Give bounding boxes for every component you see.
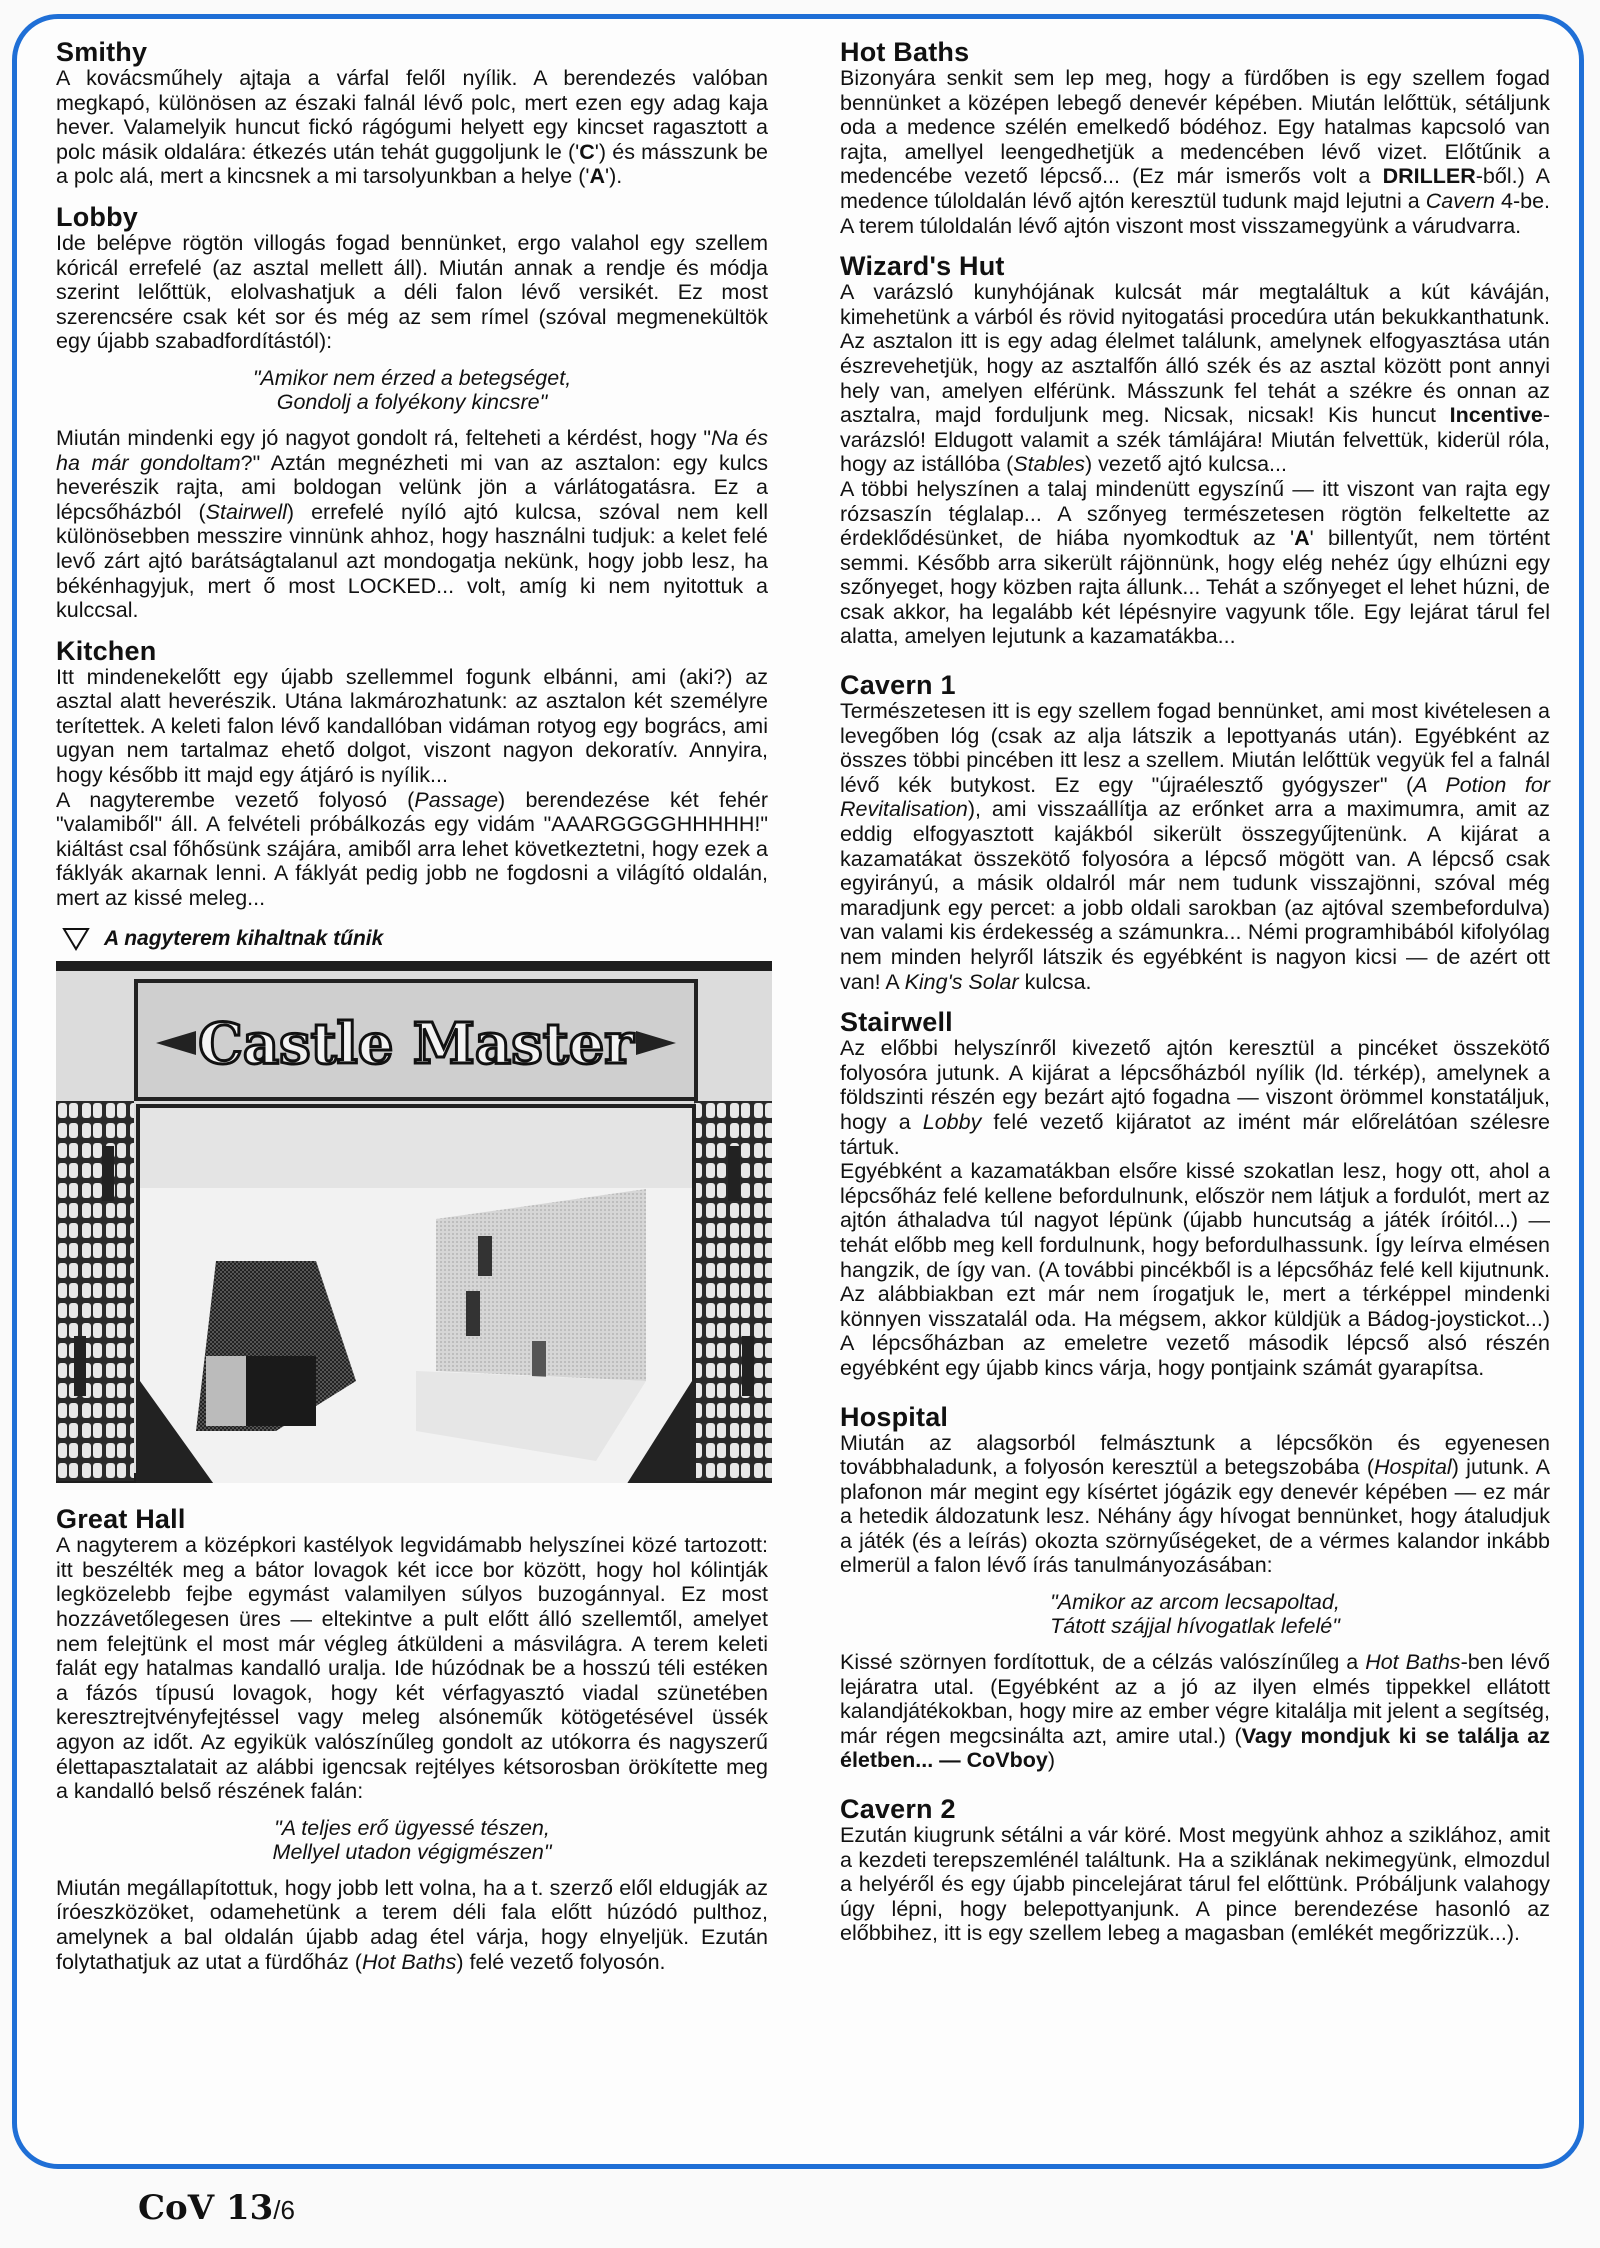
page-number: /6 [273,2195,295,2225]
page-footer [138,2188,295,2228]
section-smithy [56,38,768,189]
section-title: Lobby [56,201,138,232]
section-body: Az előbbi helyszínről kivezető ajtón keresztül a pincéket összekötő folyosóra jutunk. A kijárat a lépcsőházból nyílik (ld. térkép), amelynek a földszinti részén egy bezárt ajtó fogadna — viszont örömmel konstatáljuk, hogy a Lobby felé vezető kijáratot az imént már előrelátóan szélesre tártuk. [840,1036,1550,1159]
section-great-hall [56,1505,768,1974]
section-cavern-1 [840,671,1550,994]
section-body: Bizonyára senkit sem lep meg, hogy a fürdőben is egy szellem fogad bennünket a középen lebegő denevér képében. Miután lelőttük, sétáljunk oda a medence szélén emelkedő bódéhoz. Egy hatalmas kapcsoló van rajta, amellyel leengedhetjük a medencében lévő vizet. Előtűnik a medencébe vezető lépcső... (Ez már ismerős volt a DRILLER-ből.) A medence túloldalán lévő ajtón keresztül tudunk majd lejutni a Cavern 4-be. A terem túloldalán lévő ajtón viszont most visszamegyünk a várudvarra. [840,66,1551,238]
section-title: Kitchen [56,635,157,666]
section-hot-baths [840,38,1550,238]
section-stairwell [840,1008,1550,1380]
section-kitchen [56,637,768,911]
section-body: A többi helyszínen a talaj mindenütt egyszínű — itt viszont van rajta egy rózsaszín téglalap... A szőnyeg természetesen rögtön felkeltette az érdeklődésünket, de hiába nyomkodtuk az 'A' billentyűt, nem történt semmi. Később arra sikerült rájönnünk, hogy elég nehéz úgy elhúzni egy szőnyeget, hogy közben rajta állunk... Tehát a szőnyeget el lehet húzni, de csak akkor, ha legalább két lépésnyire vagyunk tőle. Egy lejárat tárul fel alatta, amelyen lejutunk a kazamatákba... [840,476,1550,649]
section-body: A varázsló kunyhójának kulcsát már megtaláltuk a kút káváján, kimehetünk a várból és rövid nyitogatási procedúra után bekukkanthatunk. Az asztalon itt is egy adag élelmet találunk, amelynek elfogyasztása után észrevehetjük, hogy az asztalfőn álló szék és az asztal között pont annyi hely van, amelyen elférünk. Másszunk fel tehát a székre és onnan az asztalra, majd forduljunk meg. Nicsak, nicsak! Kis huncut Incentive-varázsló! Eldugott valamit a szék támlájára! Miután felvettük, kiderül róla, hogy az istállóba (Stables) vezető ajtó kulcsa... [840,280,1550,477]
section-body: A nagyterem a középkori kastélyok legvidámabb helyszínei közé tartozott: itt beszélték meg a bátor lovagok két icce bor között, hogy hol kólintják legközelebb fejbe egymást valamilyen súlyos buzogánnyal. Ez most hozzávetőlegesen üres — eltekintve a pult előtt álló szellemtől, amelyet nem felejtünk el most már végleg átküldeni a másvilágra. A terem keleti falát egy hatalmas kandalló uralja. Ide húzódnak be a hosszú téli estéken a fázós típusú lovagok, hogy két vérfagyasztó viadal szünetében keresztrejtvényfejtéssel vagy meleg alsóneműk kötögetésével üssék agyon az időt. Az egyikük valószínűleg gondolt az utókorra és nagyszerű élettapasztalatait az alábbi igencsak rejtélyes kétsorosban örökítette meg a kandalló belső részének falán: [56,1533,768,1804]
triangle-down-icon [62,927,90,951]
right-column [840,38,1550,1960]
section-body: Miután az alagsorból felmásztunk a lépcsőkön és egyenesen továbbhaladunk, a folyosón keresztül a betegszobába (Hospital) jutunk. A plafonon már megint egy kísértet jógázik egy denevér képében — ez már a hetedik áldozatunk lesz. Néhány ágy hívogat bennünket, hogy átaludjuk a játék (és a leírás) okozta szörnyűségeket, de a vérmes kalandor inkább elmerül a falon lévő írás tanulmányozásában: [840,1430,1550,1578]
section-body: Kissé szörnyen fordítottuk, de a célzás valószínűleg a Hot Baths-ben lévő lejáratra utal. (Egyébként az a jó az ilyen elmés tippekkel ellátott kalandjátékokban, hogy mire az ember végre kitalálja mit jelent a segítség, már régen megcsinálta azt, amire utal.) (Vagy mondjuk ki se találja az életben... — CoVboy) [840,1650,1551,1773]
game-title: Castle Master [198,1011,634,1078]
section-title: Cavern 2 [840,1794,956,1825]
section-title: Hot Baths [840,37,970,67]
section-cavern-2 [840,1795,1550,1946]
section-body: Miután megállapítottuk, hogy jobb lett volna, ha a t. szerző elől eldugják az íróeszközöket, odamehetünk a terem déli fala előtt húzódó pulthoz, amelynek a bal oldalán újabb adag étel várja, hogy elnyeljük. Ezután folytathatjuk az utat a fürdőház (Hot Baths) felé vezető folyosón. [56,1875,768,1974]
section-body: Természetesen itt is egy szellem fogad bennünket, ami most kivételesen a levegőben lóg (csak az alja látszik a lepottyanás után). Egyébként az összes többi pincében itt lesz a szellem. Miután lelőttük vegyük fel a falnál lévő kék butykost. Ez egy "újraélesztő gyógyszer" (A Potion for Revitalisation), ami visszaállítja az erőnket arra a maximumra, amit az eddig elfogyasztott kajákból sikerült összegyűjtenünk. A kijárat a kazamatákat összekötő folyosóra a lépcső mögött van. A lépcső csak egyirányú, a másik oldalról már nem tudunk visszajönni, szóval még maradjunk egy percet: a jobb oldali sarokban (az ajtóval szembefordulva) van valami kis érdekesség a számunkra... Némi programhibából kifolyólag nem minden helyről látszik és egyébként is nagyon kicsi — de azért ott van! A King's Solar kulcsa. [840,699,1550,994]
section-title: Cavern 1 [840,670,956,701]
wall-inscription-quote: "A teljes erő ügyessé tészen, Mellyel utadon végigmészen" [272,1815,552,1864]
section-title: Great Hall [56,1504,186,1535]
section-wizards-hut [840,252,1550,649]
section-body: Miután mindenki egy jó nagyot gondolt rá, felteheti a kérdést, hogy "Na és ha már gondoltam?" Aztán megnézheti mi van az asztalon: egy kulcs heverészik rajta, ami boldogan velünk jön a várlátogatásra. Ez a lépcsőházból (Stairwell) errefelé nyíló ajtó kulcsa, szóval nem kell különösebben messzire vinnünk ahhoz, hogy használni tudjuk: a kelet felé levő zárt ajtó barátságtalanul azt mondogatja nekünk, hogy jobb lesz, ha békénhagyjuk, mert ő most LOCKED... volt, amíg ki nem nyitottuk a kulccsal. [56,425,768,623]
section-body: Egyébként a kazamatákban elsőre kissé szokatlan lesz, hogy ott, ahol a lépcsőház felé kellene befordulnunk, először nem látjuk a fordulót, mert az ajtón áthaladva túl nagyot lépünk (újabb huncutság a játék íróitól...) — tehát előbb meg kell fordulnunk, hogy befordulhassunk. Így leírva elmésen hangzik, de így van. (A további pincékből is a lépcsőház felé kell kijutnunk. Az alábbiakban ezt már nem írogatjuk le, mert a térképpel mindenki könnyen visszatalál oda. Ha mégsem, akkor küldjük a Bádog-joystickot...) A lépcsőházban az emeletre vezető második lépcső alsó részén egyébként egy újabb kincs várja, hogy pontjaink számát gyarapítsa. [840,1159,1550,1380]
screenshot-caption: A nagyterem kihaltnak tűnik [56,927,768,952]
section-title: Hospital [840,1401,949,1432]
section-lobby [56,203,768,623]
section-body: A kovácsműhely ajtaja a várfal felől nyílik. A berendezés valóban megkapó, különösen az északi falnál lévő polc, mert ezen egy adag kaja hever. Valamelyik huncut fickó rágógumi helyett egy kincset ragasztott a polc másik oldalára: étkezés után tehát guggoljunk le ('C') és másszunk be a polc alá, mert a kincsnek a mi tarsolyunkban a helye ('A'). [56,66,769,189]
left-column [56,38,768,1988]
magazine-issue: CoV 13 [138,2188,274,2228]
wall-inscription-quote: "Amikor az arcom lecsapoltad, Tátott szájjal hívogatlak lefelé" [1050,1590,1340,1639]
section-title: Stairwell [840,1007,953,1038]
wall-inscription-quote: "Amikor nem érzed a betegséget, Gondolj a folyékony kincsre" [252,365,572,414]
section-body: Itt mindenekelőtt egy újabb szellemmel fogunk elbánni, ami (aki?) az asztal alatt heverészik. Utána lakmározhatunk: az asztalon két személyre terítettek. A keleti falon lévő kandallóban vidáman rotyog egy bogrács, ami ugyan nem tartalmaz ehető dolgot, viszont nagyon dekoratív. Annyira, hogy később itt majd egy átjáró is nyílik... [56,664,768,788]
section-body: Ide belépve rögtön villogás fogad bennünket, ergo valahol egy szellem kóricál errefelé (az asztal mellett áll). Miután annak a rendje és módja szerint lelőttük, elolvashatjuk a déli falon lévő versikét. Ez most szerencsére csak két sor és még az sem rímel (szóval megmenekültök egy újabb szabadfordítástól): [56,230,768,354]
game-screenshot [56,961,772,1483]
section-title: Wizard's Hut [840,251,1005,282]
section-title: Smithy [56,37,148,67]
section-body: Ezután kiugrunk sétálni a vár köré. Most megyünk ahhoz a sziklához, amit a kezdeti terepszemlénél találtunk. Ha a sziklának nekimegyünk, elmozdul a helyéről és egy újabb pincelejárat tárul fel előttünk. Próbáljunk valahogy úgy lépni, hogy belepottyanjunk. A pince berendezése hasonló az előbbihez, itt is egy szellem lebeg a magasban (emlékét megőrizzük...). [840,1823,1550,1946]
section-hospital [840,1403,1550,1774]
section-body: A nagyterembe vezető folyosó (Passage) berendezése két fehér "valamiből" áll. A felvételi próbálkozás egy vidám "AAARGGGGHHHHH!" kiáltást csal főhősünk szájára, amiből arra lehet következtetni, hogy ezek a fáklyák akarnak lenni. A fáklyát pedig jobb ne fogdosni a világító oldalán, mert az kissé meleg... [56,787,768,911]
